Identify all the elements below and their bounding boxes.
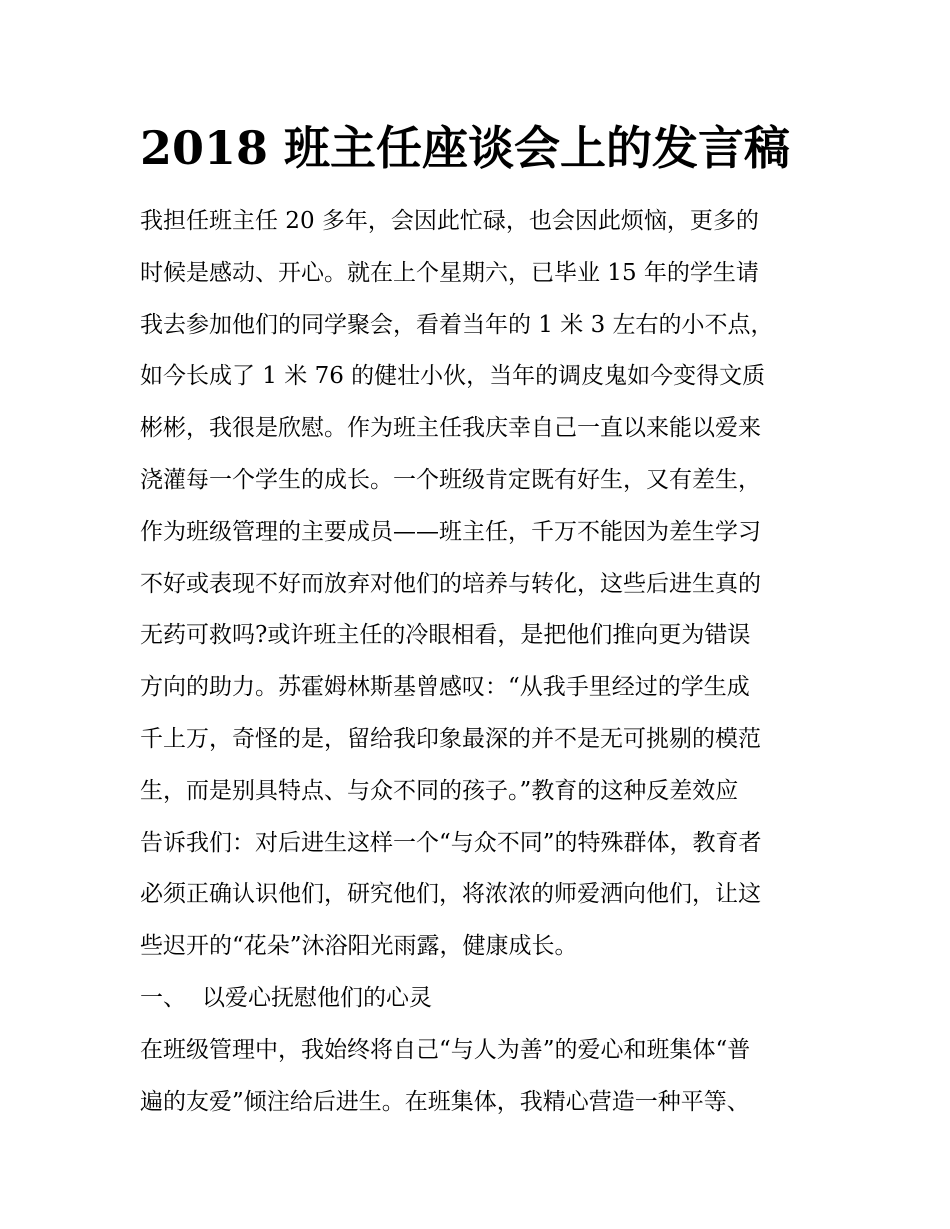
section-heading <box>140 973 830 1025</box>
paragraph-line: 浇灌每一个学生的成长。一个班级肯定既有好生，又有差生， <box>140 466 761 493</box>
paragraph-line: 在班级管理中，我始终将自己“与人为善”的爱心和班集体“普 <box>140 1036 751 1063</box>
paragraph-line: 我担任班主任 20 多年，会因此忙碌，也会因此烦恼，更多的 <box>140 208 759 234</box>
section-number: 一、 <box>140 984 186 1011</box>
document-body <box>140 196 830 1128</box>
section-heading-text: 以爱心抚慰他们的心灵 <box>202 984 432 1011</box>
paragraph-line: 不好或表现不好而放弃对他们的培养与转化，这些后进生真的 <box>140 570 761 597</box>
paragraph-line: 千上万，奇怪的是，留给我印象最深的并不是无可挑剔的模范 <box>140 725 761 752</box>
paragraph-line: 我去参加他们的同学聚会，看着当年的 1 米 3 左右的小不点， <box>140 311 774 338</box>
paragraph-line: 彬彬，我很是欣慰。作为班主任我庆幸自己一直以来能以爱来 <box>140 415 761 442</box>
paragraph-line: 无药可救吗?或许班主任的冷眼相看，是把他们推向更为错误 <box>140 622 751 649</box>
paragraph-line: 告诉我们：对后进生这样一个“与众不同”的特殊群体，教育者 <box>140 829 762 856</box>
paragraph-line: 时候是感动、开心。就在上个星期六，已毕业 15 年的学生请 <box>140 259 759 286</box>
paragraph-line: 些迟开的“花朵”沐浴阳光雨露，健康成长。 <box>140 933 578 960</box>
paragraph-line: 必须正确认识他们，研究他们，将浓浓的师爱洒向他们，让这 <box>140 881 761 908</box>
paragraph-line: 作为班级管理的主要成员——班主任，千万不能因为差生学习 <box>140 518 761 545</box>
paragraph-line: 如今长成了 1 米 76 的健壮小伙，当年的调皮鬼如今变得文质 <box>140 363 766 390</box>
paragraph-line: 方向的助力。苏霍姆林斯基曾感叹：“从我手里经过的学生成 <box>140 674 750 701</box>
paragraph-line: 遍的友爱”倾注给后进生。在班集体，我精心营造一种平等、 <box>140 1088 750 1115</box>
paragraph-line: 生，而是别具特点、与众不同的孩子。”教育的这种反差效应 <box>140 777 739 804</box>
document-title: 2018 班主任座谈会上的发言稿 <box>140 121 791 175</box>
